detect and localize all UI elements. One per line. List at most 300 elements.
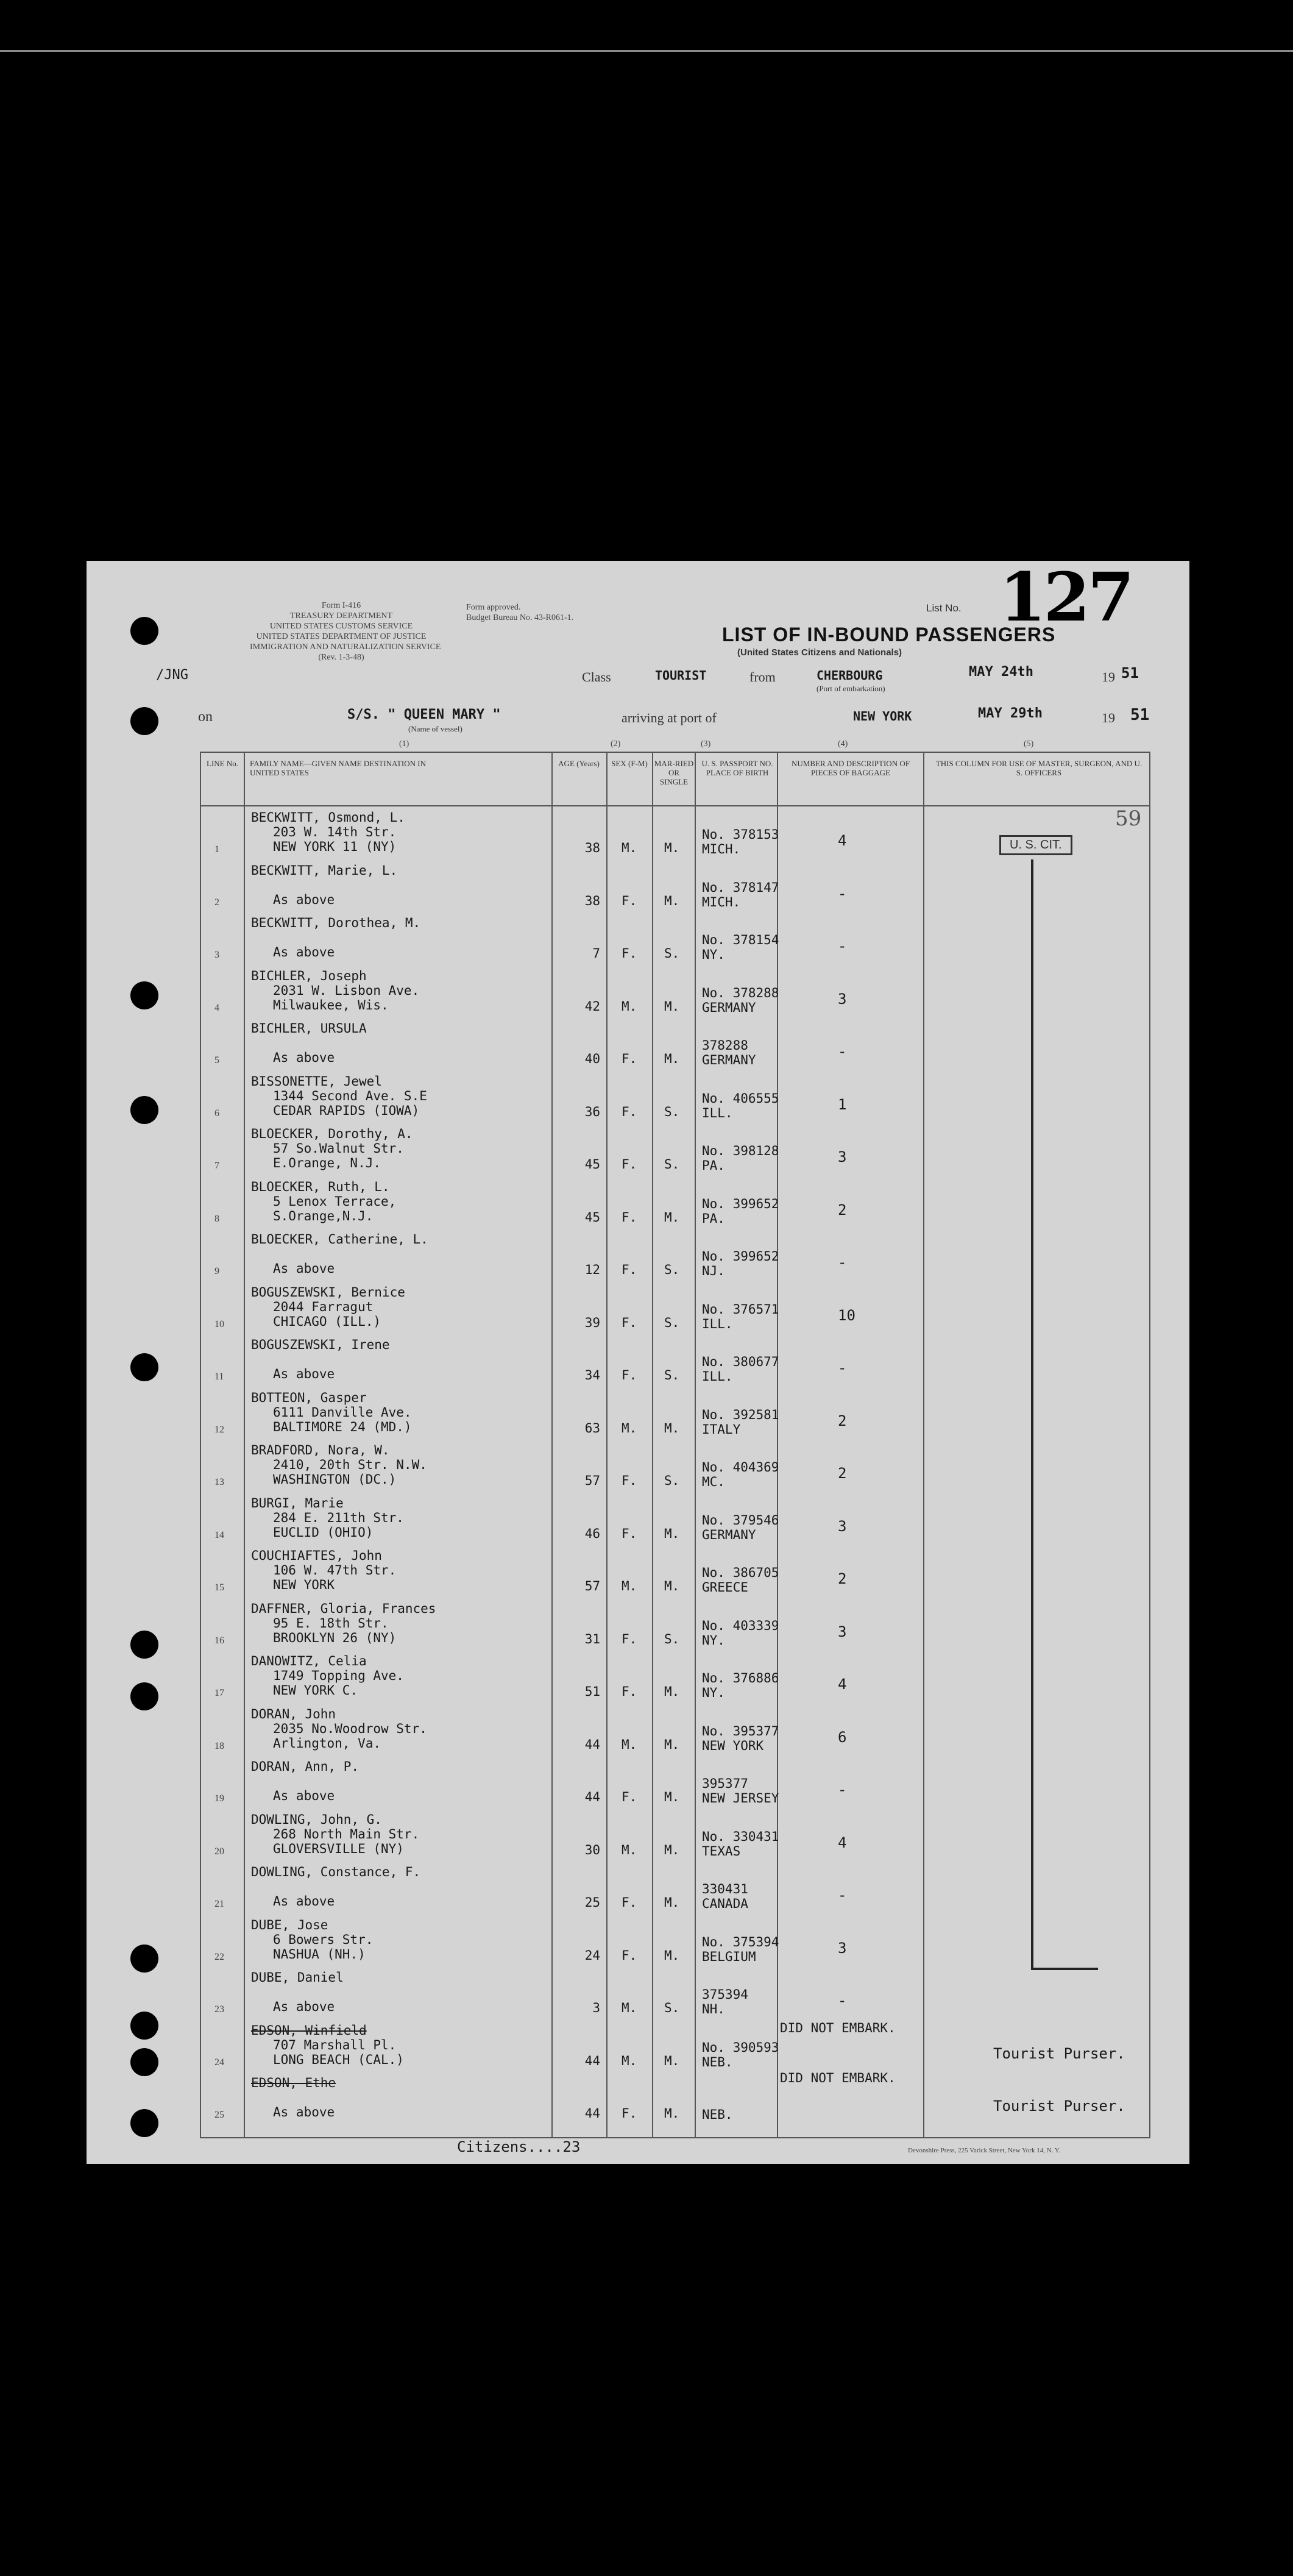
passenger-age: 25 — [584, 1895, 600, 1910]
col-header-baggage: NUMBER AND DESCRIPTION OF PIECES OF BAGGAGE — [792, 759, 910, 777]
passenger-name: BECKWITT, Dorothea, M. — [251, 916, 421, 930]
margin-number: 59 — [1115, 806, 1142, 831]
passenger-name: BICHLER, URSULA — [251, 1021, 367, 1036]
baggage-count: 10 — [838, 1306, 856, 1324]
passenger-age: 44 — [584, 2106, 600, 2121]
passenger-name: DAFFNER, Gloria, Frances — [251, 1601, 436, 1616]
passenger-sex: M. — [622, 998, 637, 1014]
passenger-name: BECKWITT, Marie, L. — [251, 863, 398, 878]
line-number: 13 — [214, 1477, 224, 1487]
passenger-sex: F. — [622, 1895, 637, 1910]
passenger-name: BECKWITT, Osmond, L. — [251, 810, 405, 825]
passenger-name: BLOECKER, Ruth, L. — [251, 1179, 390, 1194]
col-header-officers: THIS COLUMN FOR USE OF MASTER, SURGEON, AND U. S. OFFICERS — [935, 759, 1142, 777]
passenger-destination: 6 Bowers Str. — [273, 1932, 374, 1947]
passenger-marital: S. — [664, 1631, 680, 1646]
passport-number: No. 380677 — [702, 1354, 779, 1369]
punch-hole — [130, 2048, 158, 2076]
depart-date: MAY 24th — [969, 664, 1033, 680]
passenger-name: BISSONETTE, Jewel — [251, 1073, 382, 1089]
baggage-count: - — [838, 1992, 847, 2009]
place-of-birth: GERMANY — [702, 1527, 756, 1542]
passenger-age: 36 — [584, 1104, 600, 1119]
line-number: 1 — [214, 844, 219, 855]
punch-hole — [130, 1096, 158, 1124]
passport-number: No. 404369 — [702, 1460, 779, 1475]
place-of-birth: MC. — [702, 1475, 725, 1489]
passport-number: 395377 — [702, 1776, 748, 1791]
line-number: 4 — [214, 1002, 219, 1013]
line-number: 14 — [214, 1529, 224, 1540]
col-divider — [777, 753, 778, 2137]
passenger-sex: F. — [622, 1104, 637, 1119]
passenger-destination: NASHUA (NH.) — [273, 1946, 366, 1962]
passenger-destination: 284 E. 211th Str. — [273, 1510, 404, 1525]
place-of-birth: ITALY — [702, 1421, 741, 1437]
passport-number: No. 398128 — [702, 1144, 779, 1158]
passenger-name: DOWLING, John, G. — [251, 1812, 382, 1827]
passenger-age: 51 — [584, 1684, 600, 1699]
passenger-destination: 1344 Second Ave. S.E — [273, 1088, 427, 1103]
place-of-birth: MICH. — [702, 894, 741, 909]
passenger-age: 39 — [584, 1315, 600, 1330]
passport-number: No. 399652 — [702, 1249, 779, 1264]
passenger-sex: F. — [622, 1368, 637, 1382]
passenger-marital: M. — [664, 1895, 680, 1910]
line-number: 17 — [214, 1688, 224, 1698]
passenger-age: 34 — [584, 1368, 600, 1382]
treasury-dept: TREASURY DEPARTMENT — [289, 611, 393, 621]
passenger-destination: As above — [273, 2105, 335, 2119]
passenger-destination: 2035 No.Woodrow Str. — [273, 1721, 427, 1736]
place-of-birth: NH. — [702, 2002, 725, 2016]
baggage-count: 2 — [838, 1201, 847, 1219]
place-of-birth: PA. — [702, 1158, 725, 1173]
passenger-age: 30 — [584, 1842, 600, 1857]
passenger-name: BRADFORD, Nora, W. — [251, 1443, 390, 1457]
baggage-count: - — [838, 1254, 847, 1271]
passenger-sex: F. — [622, 1684, 637, 1699]
purser-signature-line: Tourist Purser. — [993, 2097, 1125, 2115]
passenger-sex: M. — [622, 1737, 637, 1752]
passenger-destination: Milwaukee, Wis. — [273, 997, 389, 1012]
passenger-name: EDSON, Winfield — [251, 2023, 367, 2038]
passenger-destination: 95 E. 18th Str. — [273, 1615, 389, 1631]
passport-number: No. 386705 — [702, 1565, 779, 1580]
list-number-handwritten: 127 — [999, 558, 1132, 636]
passport-number: No. 395377 — [702, 1723, 779, 1738]
justice-dept: UNITED STATES DEPARTMENT OF JUSTICE — [256, 632, 427, 641]
clerk-initials: /JNG — [156, 667, 188, 683]
passenger-sex: F. — [622, 2106, 637, 2121]
passenger-sex: F. — [622, 893, 637, 908]
passenger-destination: 2031 W. Lisbon Ave. — [273, 983, 420, 998]
passenger-name: DOWLING, Constance, F. — [251, 1865, 421, 1879]
passport-number: No. 392581 — [702, 1407, 779, 1422]
place-of-birth: NEW JERSEY — [702, 1791, 779, 1806]
passport-number: No. 399652 — [702, 1196, 779, 1211]
line-number: 20 — [214, 1846, 224, 1857]
citizen-bracket-line — [1031, 859, 1033, 1969]
place-of-birth: GERMANY — [702, 1000, 756, 1015]
place-of-birth: GERMANY — [702, 1053, 756, 1067]
passenger-sex: F. — [622, 1209, 637, 1225]
passenger-sex: M. — [622, 1579, 637, 1593]
passenger-name: BLOECKER, Catherine, L. — [251, 1232, 428, 1247]
passenger-destination: As above — [273, 1050, 335, 1065]
baggage-count: 2 — [838, 1570, 847, 1587]
passenger-marital: S. — [664, 1368, 680, 1382]
col-header-sex: SEX (F-M) — [611, 759, 648, 768]
passenger-destination: 57 So.Walnut Str. — [273, 1141, 404, 1156]
depart-year: 51 — [1121, 664, 1139, 681]
passenger-age: 42 — [584, 998, 600, 1014]
line-number: 9 — [214, 1266, 219, 1276]
baggage-count: 3 — [838, 1939, 847, 1957]
col-divider — [244, 753, 245, 2137]
form-revision: (Rev. 1-3-48) — [318, 653, 364, 662]
line-number: 6 — [214, 1108, 219, 1119]
passenger-destination: WASHINGTON (DC.) — [273, 1472, 397, 1487]
passenger-destination: NEW YORK C. — [273, 1683, 358, 1698]
passenger-destination: As above — [273, 1367, 335, 1381]
col-num-2: (2) — [611, 739, 621, 749]
ins-service: IMMIGRATION AND NATURALIZATION SERVICE — [250, 642, 441, 652]
line-number: 19 — [214, 1793, 224, 1804]
passenger-marital: S. — [664, 1262, 680, 1277]
place-of-birth: NEW YORK — [702, 1738, 764, 1753]
embark-port-note: (Port of embarkation) — [817, 684, 885, 693]
passport-number: No. 378154 — [702, 933, 779, 947]
baggage-count: 4 — [838, 832, 847, 849]
passenger-marital: M. — [664, 1526, 680, 1541]
passport-number: 375394 — [702, 1987, 748, 2002]
line-number: 24 — [214, 2057, 224, 2068]
passport-number: No. 330431 — [702, 1829, 779, 1844]
passport-number: No. 378147 — [702, 880, 779, 895]
passenger-name: BOGUSZEWSKI, Irene — [251, 1337, 390, 1352]
citizens-total: Citizens....23 — [457, 2138, 581, 2155]
passenger-age: 40 — [584, 1051, 600, 1066]
passenger-destination: CHICAGO (ILL.) — [273, 1314, 381, 1329]
passport-number: No. 378288 — [702, 985, 779, 1000]
col-num-5: (5) — [1024, 739, 1034, 749]
passenger-age: 44 — [584, 1737, 600, 1752]
col-header-passport: U. S. PASSPORT NO. PLACE OF BIRTH — [701, 759, 773, 777]
printer-credit: Devonshire Press, 225 Varick Street, New York 14, N. Y. — [908, 2147, 1061, 2154]
passenger-destination: 268 North Main Str. — [273, 1826, 420, 1841]
passport-number: No. 376886 — [702, 1671, 779, 1685]
line-number: 7 — [214, 1161, 219, 1171]
punch-hole — [130, 1682, 158, 1710]
passenger-marital: M. — [664, 998, 680, 1014]
purser-signature-line: Tourist Purser. — [993, 2044, 1125, 2062]
passenger-destination: As above — [273, 1894, 335, 1909]
passenger-name: DORAN, John — [251, 1706, 336, 1721]
page-title: LIST OF IN-BOUND PASSENGERS — [722, 624, 1056, 646]
col-header-name: FAMILY NAME—GIVEN NAME DESTINATION IN UNITED STATES — [250, 759, 427, 777]
line-number: 10 — [214, 1318, 224, 1329]
did-not-embark: DID NOT EMBARK. — [780, 2020, 896, 2035]
place-of-birth: NEB. — [702, 2054, 733, 2069]
top-rule — [0, 50, 1293, 52]
line-number: 22 — [214, 1951, 224, 1962]
passenger-destination: E.Orange, N.J. — [273, 1156, 381, 1170]
col-header-age: AGE (Years) — [558, 759, 600, 768]
punch-hole — [130, 1944, 158, 1973]
passenger-marital: M. — [664, 1948, 680, 1963]
passenger-name: DUBE, Daniel — [251, 1970, 344, 1985]
passport-number: No. 378153 — [702, 827, 779, 842]
baggage-count: 2 — [838, 1465, 847, 1482]
place-of-birth: PA. — [702, 1211, 725, 1226]
passenger-destination: LONG BEACH (CAL.) — [273, 2052, 404, 2067]
baggage-count: - — [838, 884, 847, 902]
passenger-age: 44 — [584, 1790, 600, 1804]
passenger-destination: 2410, 20th Str. N.W. — [273, 1457, 427, 1472]
punch-hole — [130, 2012, 158, 2040]
depart-year-prefix: 19 — [1102, 669, 1115, 685]
passenger-age: 12 — [584, 1262, 600, 1277]
from-label: from — [749, 669, 776, 685]
embark-port: CHERBOURG — [817, 668, 883, 683]
passenger-marital: M. — [664, 1051, 680, 1066]
line-number: 16 — [214, 1635, 224, 1646]
passenger-name: BLOECKER, Dorothy, A. — [251, 1126, 413, 1141]
passenger-marital: S. — [664, 946, 680, 961]
place-of-birth: MICH. — [702, 842, 741, 856]
line-number: 15 — [214, 1582, 224, 1593]
passenger-destination: As above — [273, 1261, 335, 1276]
budget-bureau: Budget Bureau No. 43-R061-1. — [466, 613, 574, 622]
passenger-age: 7 — [592, 946, 600, 961]
punch-hole — [130, 617, 158, 645]
passenger-age: 3 — [592, 2001, 600, 2015]
passenger-sex: M. — [622, 2001, 637, 2015]
passenger-marital: S. — [664, 1473, 680, 1488]
passenger-sex: M. — [622, 1420, 637, 1436]
passport-number: No. 390593 — [702, 2040, 779, 2055]
passenger-destination: BALTIMORE 24 (MD.) — [273, 1419, 412, 1434]
passenger-destination: NEW YORK — [273, 1578, 335, 1592]
passport-number: No. 403339 — [702, 1618, 779, 1633]
passenger-name: COUCHIAFTES, John — [251, 1548, 382, 1563]
passenger-destination: BROOKLYN 26 (NY) — [273, 1630, 397, 1645]
form-number: Form I-416 — [321, 601, 361, 610]
passenger-sex: F. — [622, 1473, 637, 1488]
page-subtitle: (United States Citizens and Nationals) — [737, 647, 902, 658]
baggage-count: - — [838, 1359, 847, 1376]
passenger-sex: F. — [622, 1631, 637, 1646]
passenger-destination: 1749 Topping Ave. — [273, 1668, 404, 1683]
baggage-count: - — [838, 1887, 847, 1904]
passenger-age: 45 — [584, 1157, 600, 1172]
form-agency-block — [250, 600, 441, 663]
baggage-count: 4 — [838, 1676, 847, 1693]
col-divider — [652, 753, 653, 2137]
class-label: Class — [582, 669, 611, 685]
passenger-marital: M. — [664, 893, 680, 908]
baggage-count: 3 — [838, 1148, 847, 1165]
passenger-marital: M. — [664, 1209, 680, 1225]
passenger-destination: EUCLID (OHIO) — [273, 1525, 374, 1540]
punch-hole — [130, 981, 158, 1009]
passenger-name: BURGI, Marie — [251, 1495, 344, 1510]
passenger-sex: F. — [622, 1315, 637, 1330]
passenger-name: DANOWITZ, Celia — [251, 1654, 367, 1668]
line-number: 3 — [214, 950, 219, 960]
passenger-sex: F. — [622, 1157, 637, 1172]
passenger-destination: As above — [273, 945, 335, 959]
col-divider — [923, 753, 924, 2137]
passenger-name: EDSON, Ethe — [251, 2076, 336, 2090]
passenger-destination: As above — [273, 892, 335, 907]
passenger-sex: F. — [622, 1790, 637, 1804]
passenger-name: DORAN, Ann, P. — [251, 1759, 360, 1774]
col-header-line: LINE No. — [207, 759, 238, 768]
us-citizen-stamp: U. S. CIT. — [999, 835, 1072, 855]
line-number: 25 — [214, 2110, 224, 2120]
line-number: 18 — [214, 1740, 224, 1751]
baggage-count: 3 — [838, 1623, 847, 1640]
baggage-count: 4 — [838, 1834, 847, 1851]
passenger-marital: S. — [664, 1157, 680, 1172]
place-of-birth: CANADA — [702, 1896, 748, 1911]
baggage-count: - — [838, 1781, 847, 1798]
passenger-marital: M. — [664, 1790, 680, 1804]
passport-number: No. 376571 — [702, 1301, 779, 1317]
passenger-marital: M. — [664, 1842, 680, 1857]
passenger-destination: S.Orange,N.J. — [273, 1208, 374, 1223]
passenger-sex: M. — [622, 2053, 637, 2068]
passenger-destination: GLOVERSVILLE (NY) — [273, 1841, 404, 1856]
passenger-age: 45 — [584, 1209, 600, 1225]
place-of-birth: TEXAS — [702, 1843, 741, 1859]
place-of-birth: NY. — [702, 947, 725, 962]
passenger-sex: M. — [622, 841, 637, 855]
did-not-embark: DID NOT EMBARK. — [780, 2071, 896, 2085]
baggage-count: 6 — [838, 1728, 847, 1746]
passenger-destination: As above — [273, 1999, 335, 2014]
line-number: 2 — [214, 897, 219, 908]
punch-hole — [130, 2109, 158, 2137]
form-approval — [466, 602, 573, 623]
passenger-destination: NEW YORK 11 (NY) — [273, 839, 397, 854]
punch-hole — [130, 707, 158, 735]
col-num-4: (4) — [838, 739, 848, 749]
passenger-destination: 707 Marshall Pl. — [273, 2037, 397, 2052]
place-of-birth: ILL. — [702, 1316, 733, 1331]
passenger-destination: CEDAR RAPIDS (IOWA) — [273, 1103, 420, 1118]
passenger-age: 57 — [584, 1473, 600, 1488]
passenger-name: BOGUSZEWSKI, Bernice — [251, 1284, 405, 1300]
passenger-age: 38 — [584, 893, 600, 908]
line-number: 8 — [214, 1213, 219, 1224]
passport-number: No. 379546 — [702, 1512, 779, 1528]
baggage-count: 3 — [838, 1517, 847, 1535]
passenger-marital: M. — [664, 1737, 680, 1752]
passenger-marital: S. — [664, 2001, 680, 2015]
line-number: 23 — [214, 2004, 224, 2015]
arrival-year: 51 — [1130, 706, 1150, 724]
passenger-age: 31 — [584, 1631, 600, 1646]
passenger-sex: F. — [622, 1526, 637, 1541]
passenger-sex: F. — [622, 946, 637, 961]
passenger-sex: M. — [622, 1842, 637, 1857]
col-num-3: (3) — [701, 739, 711, 749]
col-divider — [695, 753, 696, 2137]
form-approved: Form approved. — [466, 603, 521, 612]
passenger-destination: 5 Lenox Terrace, — [273, 1194, 397, 1209]
passenger-table — [200, 752, 1150, 2138]
line-number: 21 — [214, 1899, 224, 1909]
passenger-destination: 6111 Danville Ave. — [273, 1404, 412, 1420]
place-of-birth: GREECE — [702, 1580, 748, 1595]
place-of-birth: NY. — [702, 1632, 725, 1648]
col-header-married: MAR-RIED OR SINGLE — [654, 759, 694, 786]
col-num-1: (1) — [399, 739, 409, 749]
passenger-age: 24 — [584, 1948, 600, 1963]
baggage-count: - — [838, 1043, 847, 1060]
punch-hole — [130, 1631, 158, 1659]
passenger-marital: M. — [664, 2106, 680, 2121]
passenger-sex: F. — [622, 1051, 637, 1066]
passport-number: 378288 — [702, 1038, 748, 1053]
list-no-label: List No. — [926, 602, 962, 614]
passenger-destination: Arlington, Va. — [273, 1735, 381, 1751]
passport-number: No. 406555 — [702, 1091, 779, 1106]
vessel-name: S/S. " QUEEN MARY " — [347, 707, 501, 722]
passport-number: No. 375394 — [702, 1934, 779, 1949]
baggage-count: 1 — [838, 1095, 847, 1113]
arrival-port: NEW YORK — [853, 709, 912, 724]
arrival-date: MAY 29th — [978, 706, 1043, 721]
passenger-age: 44 — [584, 2053, 600, 2068]
line-number: 11 — [214, 1372, 224, 1382]
passenger-sex: F. — [622, 1948, 637, 1963]
baggage-count: 2 — [838, 1412, 847, 1429]
passenger-name: BOTTEON, Gasper — [251, 1390, 367, 1405]
passenger-destination: 2044 Farragut — [273, 1299, 374, 1314]
passenger-destination: 106 W. 47th Str. — [273, 1563, 397, 1578]
place-of-birth: ILL. — [702, 1369, 733, 1384]
passenger-marital: M. — [664, 2053, 680, 2068]
passenger-marital: S. — [664, 1315, 680, 1330]
place-of-birth: NJ. — [702, 1264, 725, 1278]
punch-hole — [130, 1353, 158, 1381]
header-rule — [201, 805, 1149, 806]
passport-number: 330431 — [702, 1882, 748, 1896]
place-of-birth: BELGIUM — [702, 1949, 756, 1964]
line-number: 5 — [214, 1055, 219, 1066]
passenger-marital: M. — [664, 1684, 680, 1699]
passenger-name: DUBE, Jose — [251, 1917, 328, 1932]
on-label: on — [198, 709, 213, 725]
passenger-marital: S. — [664, 1104, 680, 1119]
passenger-name: BICHLER, Joseph — [251, 968, 367, 983]
passenger-marital: M. — [664, 1579, 680, 1593]
arriving-label: arriving at port of — [622, 710, 717, 725]
col-divider — [551, 753, 553, 2137]
place-of-birth: ILL. — [702, 1105, 733, 1120]
passenger-destination: As above — [273, 1788, 335, 1803]
class-value: TOURIST — [655, 668, 707, 683]
passenger-marital: M. — [664, 841, 680, 855]
place-of-birth: NY. — [702, 1685, 725, 1700]
citizen-bracket-foot — [1031, 1968, 1098, 1970]
passenger-marital: M. — [664, 1420, 680, 1436]
arrival-year-prefix: 19 — [1102, 710, 1115, 725]
